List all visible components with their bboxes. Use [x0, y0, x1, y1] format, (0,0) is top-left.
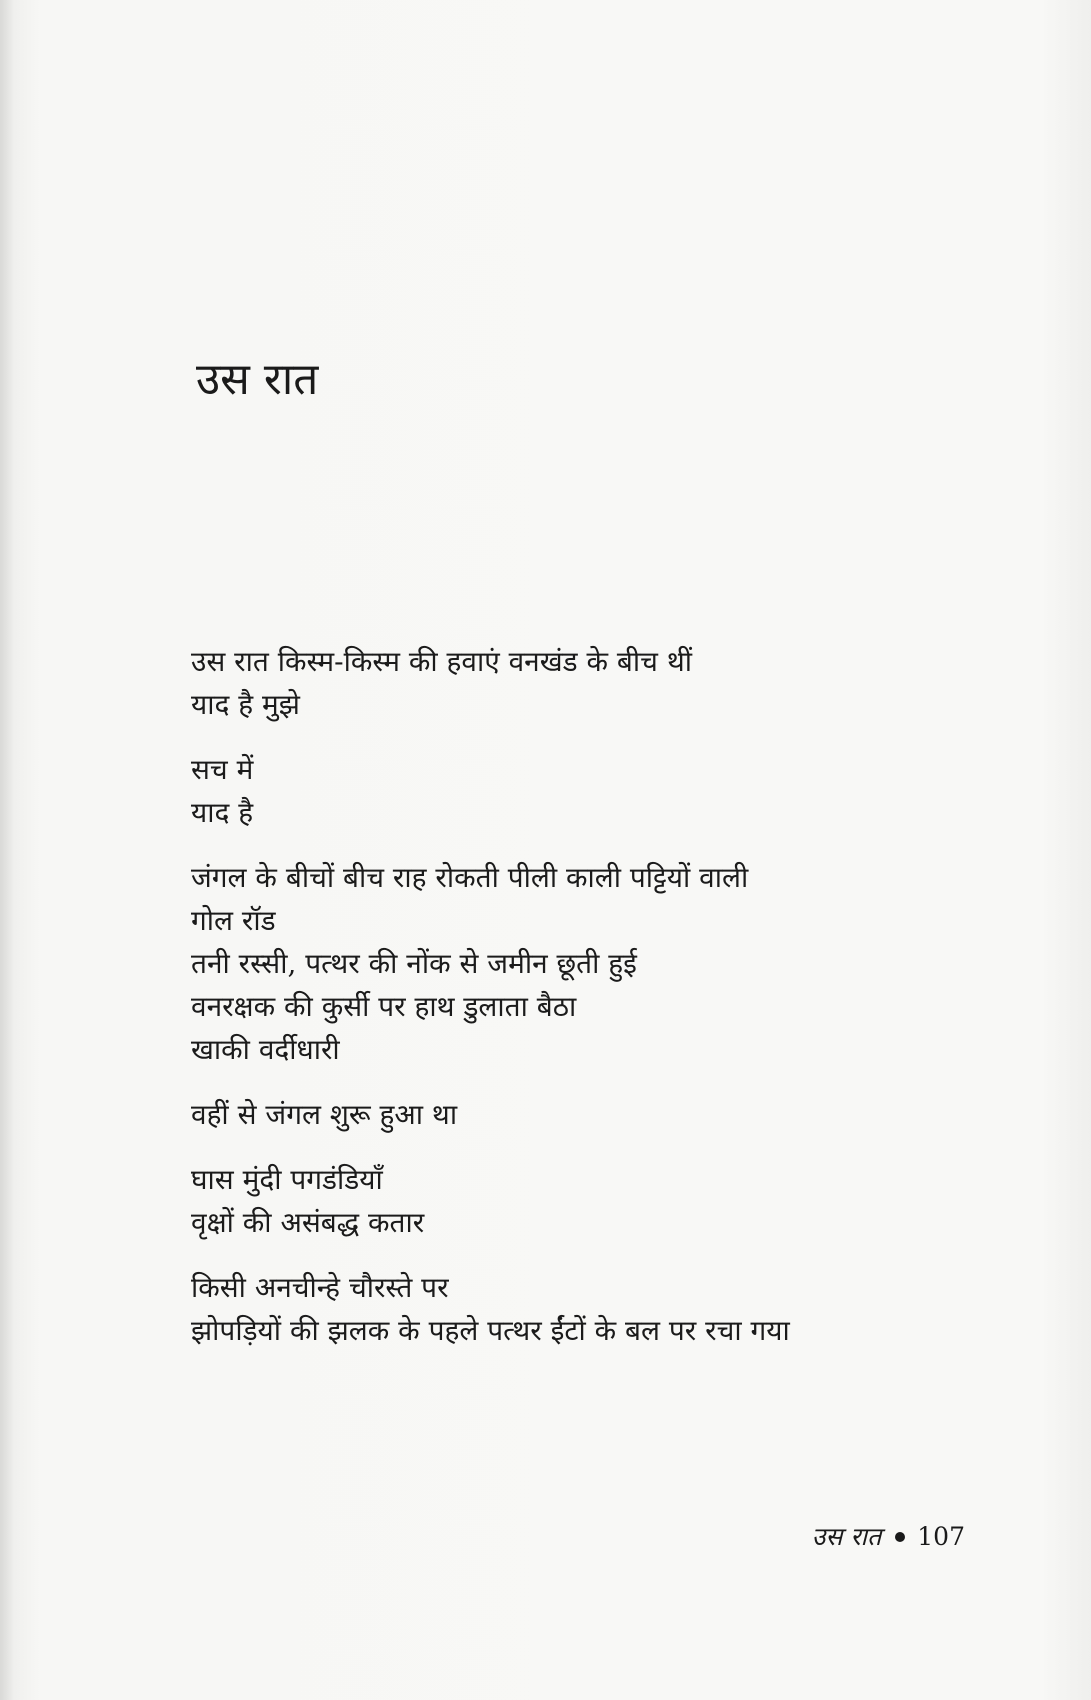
page-binding-edge	[0, 0, 14, 1700]
page-footer	[812, 1517, 965, 1557]
poem-line: घास मुंदी पगडंडियाँ	[191, 1163, 383, 1196]
stanza	[191, 856, 951, 1071]
stanza	[191, 1158, 951, 1244]
poem-body	[191, 640, 951, 1374]
poem-line: वृक्षों की असंबद्ध कतार	[191, 1206, 425, 1239]
running-title: उस रात	[811, 1522, 882, 1551]
page-number: 107	[917, 1522, 965, 1551]
poem-line: वनरक्षक की कुर्सी पर हाथ डुलाता बैठा	[191, 990, 577, 1023]
poem-line: वहीं से जंगल शुरू हुआ था	[191, 1098, 458, 1131]
poem-line: उस रात किस्म-किस्म की हवाएं वनखंड के बीच थीं	[191, 645, 692, 678]
poem-line: गोल रॉड	[191, 904, 276, 937]
poem-line: खाकी वर्दीधारी	[191, 1033, 340, 1066]
bullet-separator	[895, 1532, 905, 1542]
poem-line: सच में	[191, 753, 254, 786]
poem-line: जंगल के बीचों बीच राह रोकती पीली काली पट्टियों वाली	[191, 861, 749, 894]
poem-line: किसी अनचीन्हे चौरस्ते पर	[191, 1271, 449, 1304]
stanza	[191, 640, 951, 726]
poem-title: उस रात	[196, 354, 319, 405]
stanza	[191, 1093, 951, 1136]
poem-line: याद है	[191, 796, 254, 829]
stanza	[191, 748, 951, 834]
stanza	[191, 1266, 951, 1352]
poem-line: याद है मुझे	[191, 688, 300, 721]
poem-line: झोपड़ियों की झलक के पहले पत्थर ईंटों के बल पर रचा गया	[191, 1314, 790, 1347]
poem-line: तनी रस्सी, पत्थर की नोंक से जमीन छूती हुई	[191, 947, 637, 980]
